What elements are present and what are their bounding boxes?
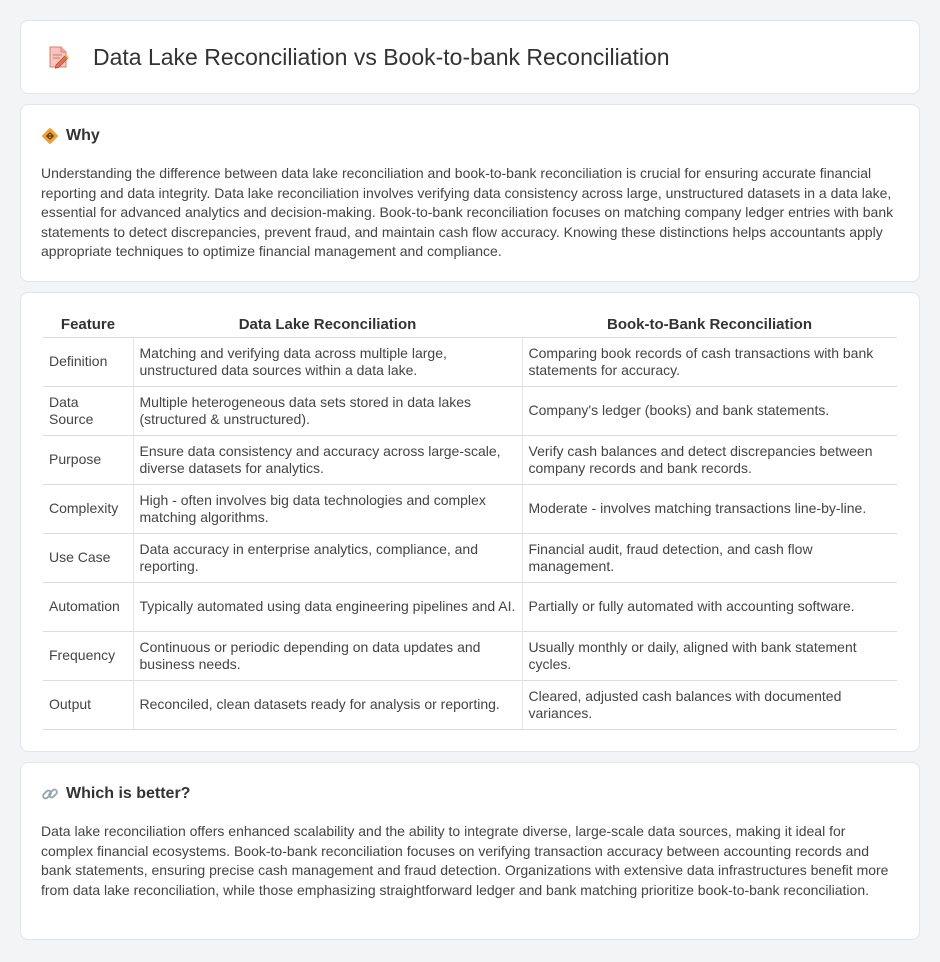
table-row	[43, 485, 897, 534]
table-row	[43, 681, 897, 730]
comparison-table	[43, 313, 897, 730]
book-to-bank-cell: Moderate - involves matching transactions line-by-line.	[522, 485, 897, 534]
feature-cell: Frequency	[43, 632, 133, 681]
feature-cell: Definition	[43, 338, 133, 387]
data-lake-cell: High - often involves big data technologies and complex matching algorithms.	[133, 485, 522, 534]
page-title: Data Lake Reconciliation vs Book-to-bank Reconciliation	[93, 43, 670, 70]
book-to-bank-cell: Comparing book records of cash transactions with bank statements for accuracy.	[522, 338, 897, 387]
data-lake-cell: Ensure data consistency and accuracy across large-scale, diverse datasets for analytics.	[133, 436, 522, 485]
book-to-bank-cell: Financial audit, fraud detection, and cash flow management.	[522, 534, 897, 583]
data-lake-cell: Matching and verifying data across multiple large, unstructured data sources within a data lake.	[133, 338, 522, 387]
book-to-bank-cell: Company's ledger (books) and bank statements.	[522, 387, 897, 436]
which-is-better-section	[20, 762, 920, 940]
header-feature: Feature	[43, 313, 133, 338]
data-lake-cell: Typically automated using data engineering pipelines and AI.	[133, 583, 522, 632]
data-lake-cell: Reconciled, clean datasets ready for analysis or reporting.	[133, 681, 522, 730]
book-to-bank-cell: Usually monthly or daily, aligned with bank statement cycles.	[522, 632, 897, 681]
feature-cell: Output	[43, 681, 133, 730]
why-section	[20, 104, 920, 282]
book-to-bank-cell: Cleared, adjusted cash balances with documented variances.	[522, 681, 897, 730]
book-to-bank-cell: Partially or fully automated with accounting software.	[522, 583, 897, 632]
data-lake-cell: Multiple heterogeneous data sets stored in data lakes (structured & unstructured).	[133, 387, 522, 436]
table-row	[43, 534, 897, 583]
title-card	[20, 20, 920, 94]
table-row	[43, 338, 897, 387]
document-pencil-icon	[45, 44, 71, 70]
book-to-bank-cell: Verify cash balances and detect discrepancies between company records and bank records.	[522, 436, 897, 485]
why-title: Why	[66, 127, 100, 144]
table-row	[43, 583, 897, 632]
feature-cell: Use Case	[43, 534, 133, 583]
table-header-row	[43, 313, 897, 338]
header-data-lake: Data Lake Reconciliation	[133, 313, 522, 338]
feature-cell: Automation	[43, 583, 133, 632]
feature-cell: Data Source	[43, 387, 133, 436]
comparison-table-card	[20, 292, 920, 752]
data-lake-cell: Continuous or periodic depending on data updates and business needs.	[133, 632, 522, 681]
header-book-to-bank: Book-to-Bank Reconciliation	[522, 313, 897, 338]
diamond-arrows-icon	[41, 127, 59, 145]
which-is-better-title: Which is better?	[66, 785, 191, 802]
link-icon	[41, 785, 59, 803]
feature-cell: Complexity	[43, 485, 133, 534]
why-text: Understanding the difference between data lake reconciliation and book-to-bank reconciliation is crucial for ensuring accurate financial reporting and data integrity. Data lake reconciliation involves verifying data consistency across large, unstructured datasets in a data lake, essential for advanced analytics and decision-making. Book-to-bank reconciliation focuses on matching company ledger entries with bank statements to detect discrepancies, prevent fraud, and maintain cash flow accuracy. Knowing these distinctions helps accountants apply appropriate techniques to optimize financial management and compliance.	[41, 165, 894, 260]
feature-cell: Purpose	[43, 436, 133, 485]
table-row	[43, 632, 897, 681]
table-row	[43, 436, 897, 485]
which-is-better-text: Data lake reconciliation offers enhanced scalability and the ability to integrate diverse, large-scale data sources, making it ideal for complex financial ecosystems. Book-to-bank reconciliation focuses on verifying transaction accuracy between accounting records and bank statements, ensuring precise cash management and fraud detection. Organizations with extensive data infrastructures benefit more from data lake reconciliation, while those emphasizing straightforward ledger and bank matching prioritize book-to-bank reconciliation.	[41, 823, 889, 898]
table-row	[43, 387, 897, 436]
data-lake-cell: Data accuracy in enterprise analytics, compliance, and reporting.	[133, 534, 522, 583]
